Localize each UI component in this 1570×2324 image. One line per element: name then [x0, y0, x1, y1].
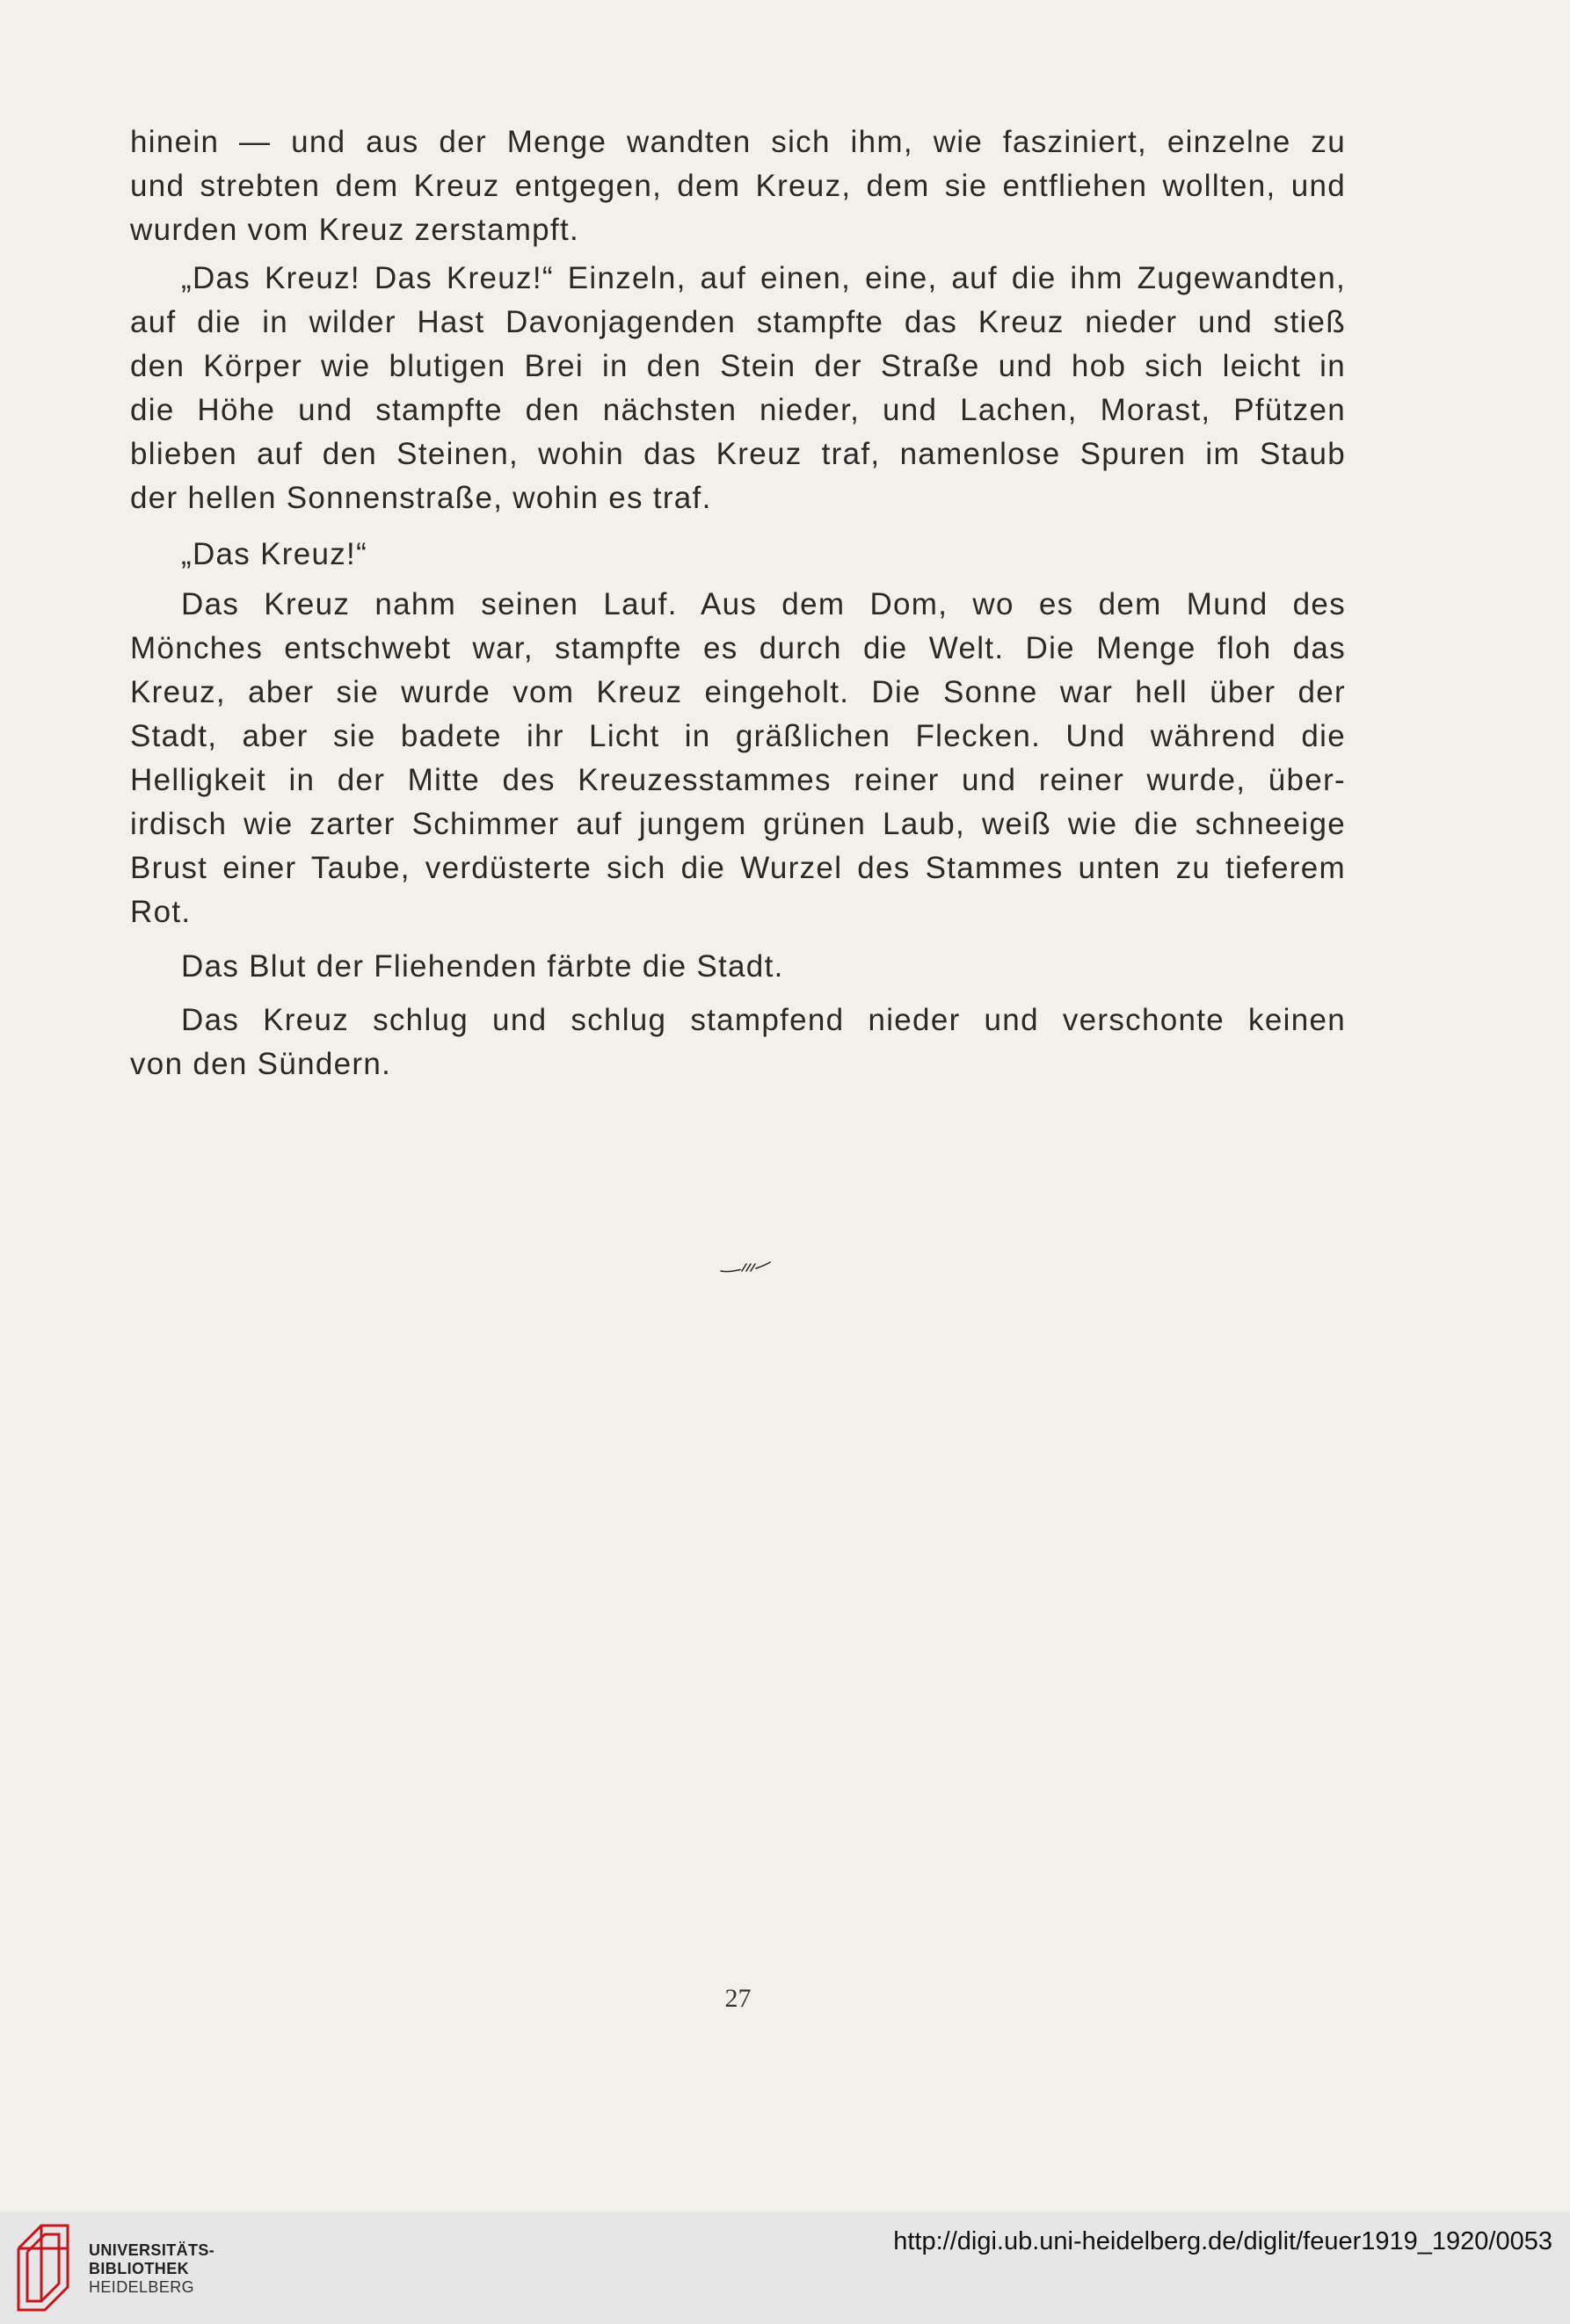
text-line: von den Sündern. — [130, 1047, 392, 1081]
text-line: Das Kreuz schlug und schlug stampfend nieder und verschonte keinen — [181, 1003, 1346, 1037]
page-number: 27 — [724, 1984, 752, 2013]
text-line: „Das Kreuz!“ — [181, 537, 368, 571]
paragraph — [130, 999, 1346, 1086]
library-name-line: HEIDELBERG — [89, 2278, 195, 2296]
text-line: „Das Kreuz! Das Kreuz!“ Einzeln, auf einen, eine, auf die ihm Zugewandten, — [181, 261, 1346, 295]
library-name-line: UNIVERSITÄTS- — [89, 2241, 215, 2259]
paragraph — [130, 257, 1346, 520]
footer-bar — [0, 2211, 1570, 2324]
text-line: Das Kreuz nahm seinen Lauf. Aus dem Dom, wo es dem Mund des — [181, 587, 1346, 621]
text-line: und strebten dem Kreuz entgegen, dem Kreuz, dem sie entfliehen wollten, und — [130, 169, 1346, 203]
text-line: auf die in wilder Hast Davonjagenden stampfte das Kreuz nieder und stieß — [130, 305, 1346, 339]
paragraph — [130, 945, 1346, 989]
text-line: Mönches entschwebt war, stampfte es durch die Welt. Die Menge floh das — [130, 631, 1346, 665]
paragraph — [130, 533, 1346, 577]
library-name — [89, 2241, 214, 2297]
flourish-ornament-icon — [719, 1260, 772, 1275]
text-line: Stadt, aber sie badete ihr Licht in gräßlichen Flecken. Und während die — [130, 719, 1346, 753]
text-line: Das Blut der Fliehenden färbte die Stadt. — [181, 949, 784, 984]
text-line: hinein — und aus der Menge wandten sich ihm, wie fasziniert, einzelne zu — [130, 125, 1346, 159]
text-line: den Körper wie blutigen Brei in den Stein der Straße und hob sich leicht in — [130, 349, 1346, 383]
text-line: Kreuz, aber sie wurde vom Kreuz eingeholt. Die Sonne war hell über der — [130, 675, 1346, 709]
text-line: blieben auf den Steinen, wohin das Kreuz traf, namenlose Spuren im Staub — [130, 437, 1346, 471]
text-line: wurden vom Kreuz zerstampft. — [130, 213, 580, 247]
text-line: die Höhe und stampfte den nächsten nieder, und Lachen, Morast, Pfützen — [130, 393, 1346, 427]
text-line: Helligkeit in der Mitte des Kreuzesstammes reiner und reiner wurde, über- — [130, 763, 1346, 797]
library-name-line: BIBLIOTHEK — [89, 2260, 189, 2277]
text-line: irdisch wie zarter Schimmer auf jungem grünen Laub, weiß wie die schneeige — [130, 807, 1346, 841]
text-line: der hellen Sonnenstraße, wohin es traf. — [130, 481, 712, 515]
paragraph — [130, 120, 1346, 252]
source-url: http://digi.ub.uni-heidelberg.de/diglit/feuer1919_1920/0053 — [893, 2227, 1552, 2255]
text-line: Brust einer Taube, verdüsterte sich die Wurzel des Stammes unten zu tieferem — [130, 851, 1346, 885]
paragraph — [130, 583, 1346, 934]
text-line: Rot. — [130, 895, 192, 929]
library-logo-icon — [15, 2222, 71, 2313]
